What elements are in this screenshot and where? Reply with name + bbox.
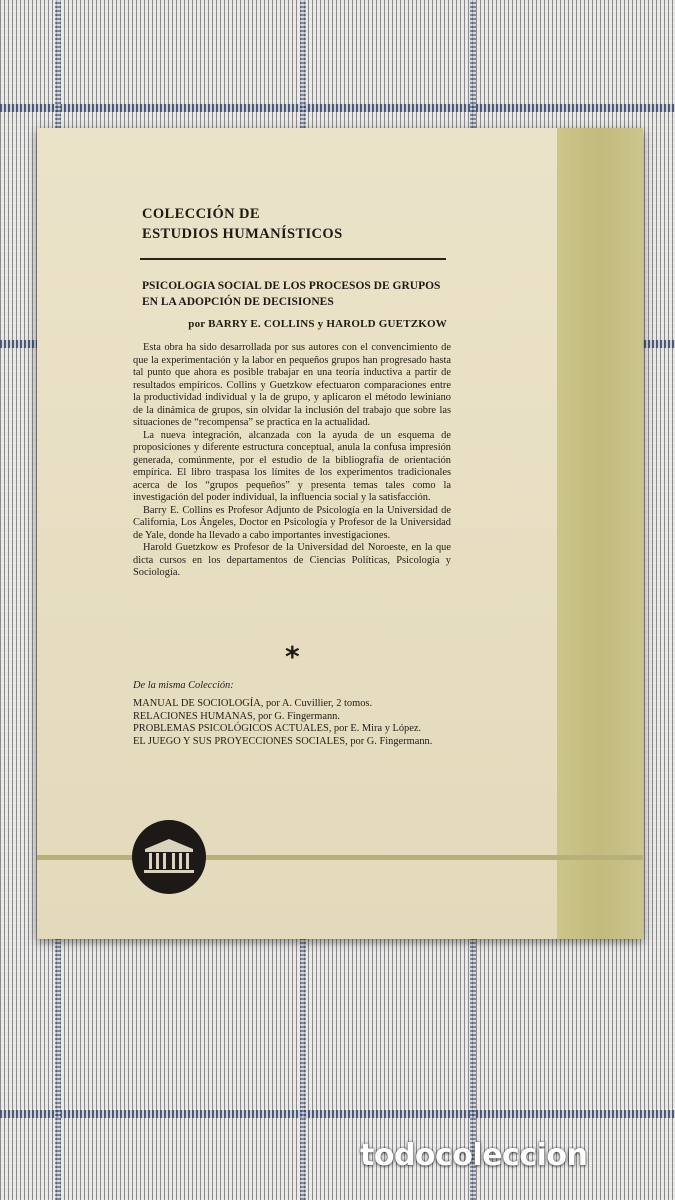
title-divider — [140, 258, 446, 260]
list-item: PROBLEMAS PSICOLÓGICOS ACTUALES, por E. Mira y López. — [133, 723, 422, 734]
collection-title: COLECCIÓN DE ESTUDIOS HUMANÍSTICOS — [142, 206, 343, 242]
cloth-stripe — [0, 104, 675, 112]
synopsis — [133, 342, 451, 580]
list-item: MANUAL DE SOCIOLOGÍA, por A. Cuvillier, 2 tomos. — [133, 698, 373, 709]
cloth-stripe — [0, 1110, 675, 1118]
temple-icon — [141, 837, 197, 877]
synopsis-paragraph: Esta obra ha sido desarrollada por sus autores con el convencimiento de que la experimentación y la labor en pequeños grupos han progresado hasta tal punto que ahora es posible trabajar en una teoría inductiva a partir de resultados empíricos. Collins y Guetzkow efectuaron comparaciones entre la productividad individual y la de grupo, y aplicaron el método lewiniano de la dinámica de grupos, sin olvidar la inclusión del trabajo que sobre las situaciones de “recompensa” se practica en la actualidad. — [133, 342, 451, 428]
cover-side-stripe — [557, 128, 643, 939]
synopsis-paragraph: La nueva integración, alcanzada con la ayuda de un esquema de proposiciones y diferente estructura conceptual, anula la confusa impresión generada, comúnmente, por el estudio de la bibliografía de orientación empírica. El libro traspasa los límites de los experimentos tradicionales acerca de los “grupos pequeños” y presenta temas tales como la investigación del poder individual, la influencia social y la satisfacción. — [133, 429, 451, 503]
section-separator: * — [285, 640, 300, 673]
authors: por BARRY E. COLLINS y HAROLD GUETZKOW — [188, 318, 447, 330]
cover-bottom-rule — [37, 855, 643, 860]
book-title: PSICOLOGIA SOCIAL DE LOS PROCESOS DE GRUPOS EN LA ADOPCIÓN DE DECISIONES — [142, 280, 441, 308]
collection-list — [133, 698, 455, 748]
list-item: RELACIONES HUMANAS, por G. Fingermann. — [133, 710, 340, 722]
publisher-temple-logo — [132, 820, 206, 894]
synopsis-paragraph: Barry E. Collins es Profesor Adjunto de Psicología en la Universidad de California, Los Ángeles, Doctor en Psicología y Profesor de la Universidad de Yale, donde ha llevado a cabo importantes investigaciones. — [133, 504, 451, 541]
site-watermark: todocoleccion — [360, 1138, 588, 1173]
book-back-cover — [37, 128, 643, 939]
see-also-label: De la misma Colección: — [133, 680, 234, 691]
list-item: EL JUEGO Y SUS PROYECCIONES SOCIALES, por G. Fingermann. — [133, 735, 433, 747]
synopsis-paragraph: Harold Guetzkow es Profesor de la Universidad del Noroeste, en la que dicta cursos en los departamentos de Ciencias Políticas, Psicología y Sociología. — [133, 542, 451, 578]
